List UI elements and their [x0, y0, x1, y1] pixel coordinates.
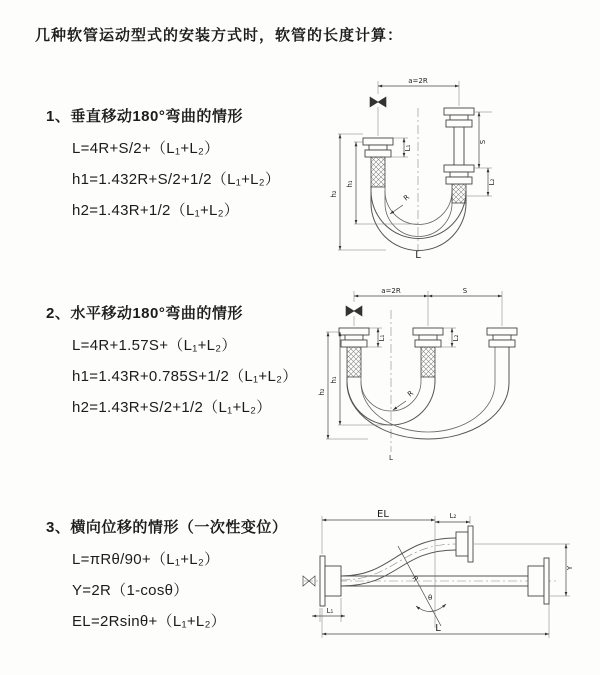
diagram-lateral-displacement: [298, 506, 592, 648]
section-horizontal-movement: [46, 302, 316, 423]
formula-h2: h2=1.43R+1/2（L₁+L₂）: [72, 202, 240, 219]
valve-icon: [346, 306, 362, 326]
section-3-heading: 3、横向位移的情形（一次性变位）: [46, 519, 288, 536]
formula-l: L=4R+S/2+（L₁+L₂）: [72, 140, 220, 157]
dim-label-s: S: [462, 287, 468, 295]
dim-label-l: L: [435, 623, 441, 634]
dim-label-h1: h₁: [346, 180, 354, 188]
formula-l: L=πRθ/90+（L₁+L₂）: [72, 551, 220, 568]
section-2-formulas: [72, 330, 316, 423]
section-2-heading: 2、水平移动180°弯曲的情形: [46, 305, 243, 322]
page-title: 几种软管运动型式的安装方式时，软管的长度计算：: [35, 27, 404, 44]
dim-label-l: L: [415, 250, 421, 260]
theta-label: θ: [428, 594, 433, 602]
centerline: [304, 544, 556, 581]
diagram-horizontal-180-bend: [306, 284, 552, 464]
hose-group: [341, 538, 528, 586]
dim-label-l1: L₁: [326, 607, 334, 615]
dim-label-y: Y: [566, 565, 574, 571]
dim-label-l2: L₂: [449, 512, 457, 520]
flange-group: [320, 526, 549, 606]
dim-label-h1: h₁: [330, 376, 338, 384]
formula-l: L=4R+1.57S+（L₁+L₂）: [72, 337, 237, 354]
section-1-formulas: [72, 133, 316, 226]
dim-label-a2r: a=2R: [408, 77, 428, 85]
formula-el: EL=2Rsinθ+（L₁+L₂）: [72, 613, 226, 630]
section-lateral-displacement: [46, 516, 316, 637]
radius-label: R: [402, 193, 412, 203]
section-1-heading: 1、垂直移动180°弯曲的情形: [46, 108, 243, 125]
dim-label-l1: L₁: [378, 334, 386, 342]
formula-h1: h1=1.43R+0.785S+1/2（L₁+L₂）: [72, 368, 298, 385]
radius-label: R: [410, 574, 420, 584]
radius-label: R: [406, 389, 416, 399]
diagram-vertical-180-bend: [316, 72, 530, 260]
dim-label-l1: L₁: [404, 144, 412, 152]
dim-label-l2: L₂: [488, 178, 496, 186]
section-3-formulas: [72, 544, 316, 637]
dim-label-h2: h₂: [330, 190, 338, 198]
dim-label-s: S: [479, 139, 487, 145]
geometry-group: [398, 516, 446, 628]
dimension-group: [318, 287, 502, 462]
section-vertical-movement: [46, 105, 316, 226]
dim-label-l2: L₂: [452, 334, 460, 342]
formula-y: Y=2R（1-cosθ）: [72, 582, 189, 599]
valve-icon: [370, 97, 386, 136]
formula-h1: h1=1.432R+S/2+1/2（L₁+L₂）: [72, 171, 281, 188]
formula-h2: h2=1.43R+S/2+1/2（L₁+L₂）: [72, 399, 272, 416]
flange-group: [339, 328, 517, 347]
dim-label-h2: h₂: [318, 388, 326, 396]
dim-label-l: L: [389, 454, 393, 462]
dim-label-a2r: a=2R: [381, 287, 401, 295]
dim-label-el: EL: [377, 509, 389, 520]
